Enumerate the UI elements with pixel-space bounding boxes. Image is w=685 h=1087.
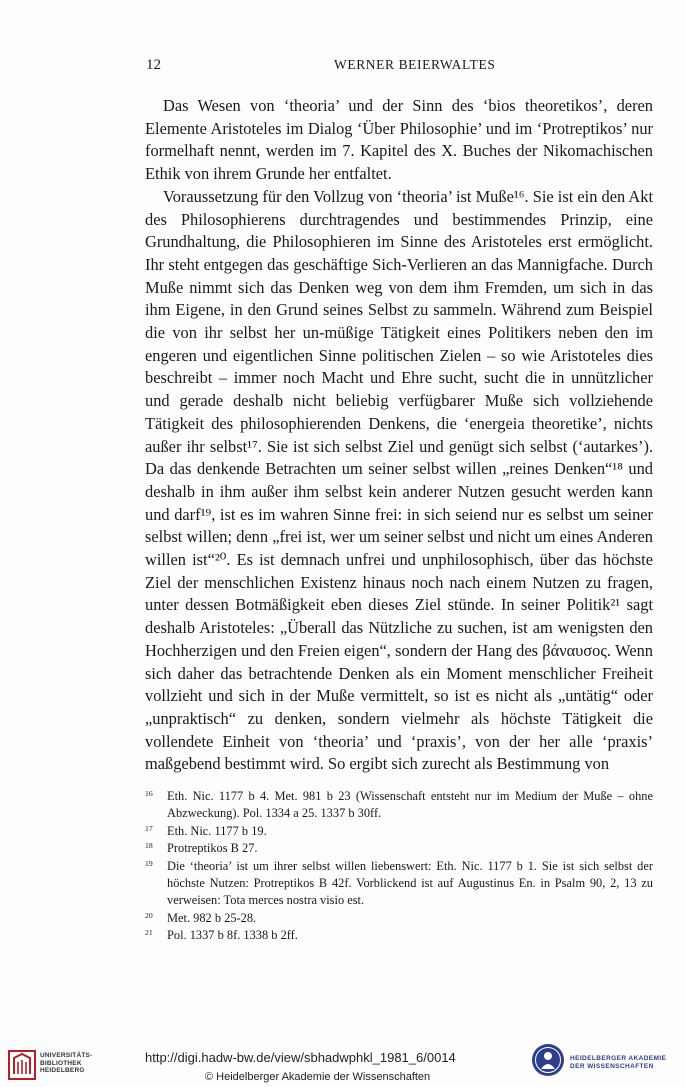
footnote-number: 16 [145,788,153,798]
footer-bar [0,1038,685,1087]
source-url-link[interactable]: http://digi.hadw-bw.de/view/sbhadwphkl_1981_6/0014 [145,1050,456,1065]
footnote-number: 18 [145,841,153,850]
page-number: 12 [146,57,161,73]
footnote-number: 21 [145,928,153,938]
library-name: UNIVERSITÄTS-BIBLIOTHEK HEIDELBERG [40,1052,93,1074]
body-text [145,95,653,776]
footnote [145,788,653,823]
university-library-logo-icon [8,1050,36,1080]
footnote-text: Pol. 1337 b 8f. 1338 b 2ff. [167,928,298,943]
footnote [145,858,653,910]
footnote [145,840,653,857]
footnote-text: Eth. Nic. 1177 b 19. [167,823,267,838]
footnote-number: 19 [145,858,153,868]
footnote [145,910,653,927]
footnotes [145,788,653,945]
paragraph: Voraussetzung für den Vollzug von ‘theoria’ ist Muße¹⁶. Sie ist ein den Akt des Philosophierens durchtragendes und bestimmendes Prinzip, eine Grundhaltung, die Philosophieren im Sinne des Aristoteles erst ermöglicht. Ihr steht entgegen das geschäftige Sich-Verlieren an das Mannigfache. Durch Muße nimmt sich das Denken weg von dem ihm Fremden, um sich in das ihm Eigene, in den Grund seines Selbst zu sammeln. Während zum Beispiel die von ihr selbst her un-müßige Tätigkeit eines Politikers neben den im engeren und eigentlichen Sinne politischen Zielen – so wie Aristoteles dies beschreibt – immer noch Macht und Ehre sucht, sucht die in unnützlicher und gerade deshalb nicht beliebig verfügbarer Muße sich vollziehende Tätigkeit des philosophierenden Denkens, die ‘energeia theoretike’, nichts außer ihr selbst¹⁷. Sie ist sich selbst Ziel und genügt sich selbst (‘autarkes’). Da das denkende Betrachten um seiner selbst willen „reines Denken“¹⁸ und deshalb in ihm außer ihm selbst kein anderer Nutzen gesucht werden kann und darf¹⁹, ist es im wahren Sinne frei: in sich seiend nur es selbst um seiner selbst willen; denn „frei ist, wer um seiner selbst und nicht um eines Anderen willen ist“²⁰. Es ist demnach unfrei und unphilosophisch, über das höchste Ziel der menschlichen Existenz hinaus noch nach einem Nutzen zu fragen, unter dessen Botmäßigkeit eben dieses Ziel stünde. In seiner Politik²¹ sagt deshalb Aristoteles: „Überall das Nützliche zu suchen, ist am wenigsten den Hochherzigen und den Freien eigen“, sondern der Hang des βάναυσος. Wenn sich daher das betrachtende Denken als ein Moment menschlicher Freiheit vollzieht und sich in der Muße vermittelt, so ist es nicht als „untätig“ oder „unpraktisch“ zu denken, sondern vielmehr als höchste Tätigkeit die vollendete Einheit von ‘theoria’ und ‘praxis’, von der her alle ‘praxis’ maßgebend bestimmt wird. So ergibt sich zurecht als Bestimmung von [145,186,653,774]
footnote-text: Protreptikos B 27. [167,841,258,856]
footnote-number: 20 [145,910,153,920]
footnote [145,927,653,944]
paragraph: Das Wesen von ‘theoria’ und der Sinn des ‘bios theoretikos’, deren Elemente Aristoteles im Dialog ‘Über Philosophie’ und im ‘Protreptikos’ nur formelhaft nennt, werden im 7. Kapitel des X. Buches der Nikomachischen Ethik von ihrem Grunde her entfaltet. [145,96,653,184]
footnote-text: Met. 982 b 25-28. [167,910,257,925]
footnote-text: Die ‘theoria’ ist um ihrer selbst willen liebenswert: Eth. Nic. 1177 b 1. Sie ist sich selbst der höchste Nutzen: Protreptikos B 42f. Vorblickend ist auf Augustinus En. in Psalm 90, 2, 13 zu verweisen: Tota merces nostra visio est. [167,858,653,908]
academy-name: HEIDELBERGER AKADEMIE DER WISSENSCHAFTEN [570,1055,667,1070]
running-head: WERNER BEIERWALTES [334,57,496,72]
academy-seal-icon [531,1043,565,1077]
copyright-notice: © Heidelberger Akademie der Wissenschaften [205,1071,431,1083]
footnote-text: Eth. Nic. 1177 b 4. Met. 981 b 23 (Wissenschaft entsteht nur im Medium der Muße – ohne Abzweckung). Pol. 1334 a 25. 1337 b 30ff. [167,789,653,821]
footnote-number: 17 [145,823,153,833]
footnote [145,823,653,840]
